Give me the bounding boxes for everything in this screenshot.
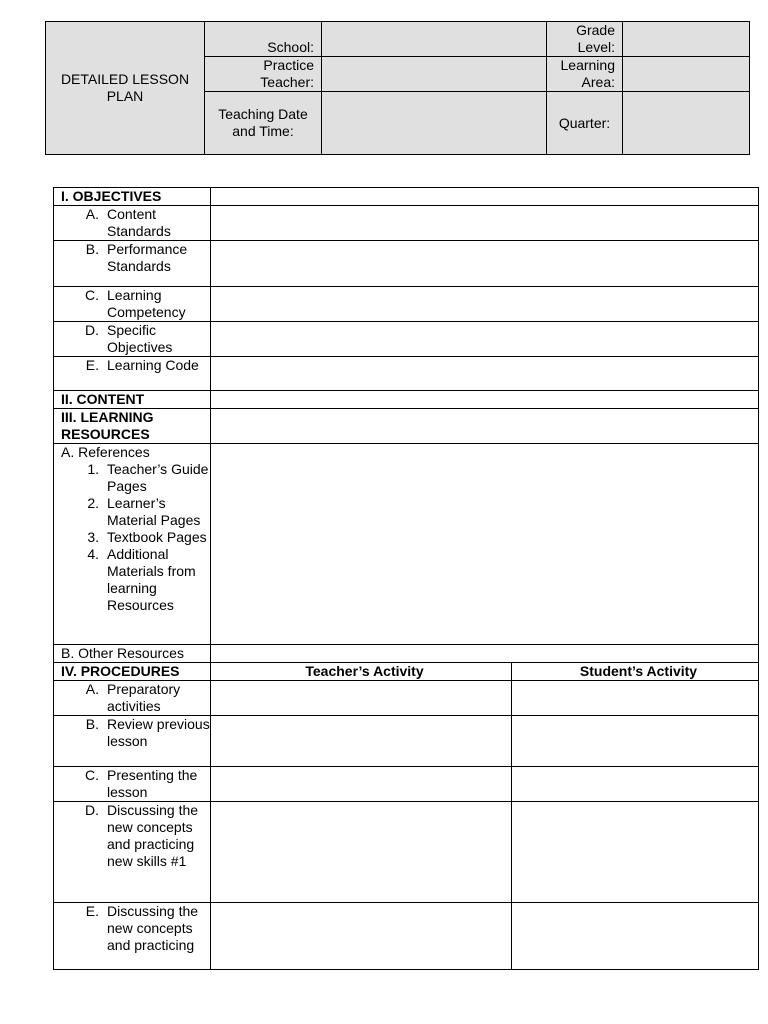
student-activity-cell[interactable] [512,903,759,970]
procedure-row: A. Preparatory activities [54,681,211,716]
teacher-activity-cell[interactable] [211,767,512,802]
teacher-activity-cell[interactable] [211,716,512,767]
teaching-date-label: Teaching Date and Time: [205,92,322,155]
other-resources-field[interactable] [211,645,759,663]
quarter-label: Quarter: [547,92,623,155]
performance-standards-field[interactable] [211,241,759,287]
specific-objectives-field[interactable] [211,322,759,357]
learning-competency-field[interactable] [211,287,759,322]
objective-row: A. Content Standards [54,206,211,241]
school-field[interactable] [322,22,547,57]
school-label: School: [205,22,322,57]
learning-area-field[interactable] [623,57,750,92]
reference-item: 2. Learner’s Material Pages [87,495,201,528]
references-label: A. References [61,444,150,460]
student-activity-cell[interactable] [512,681,759,716]
objective-row: B. Performance Standards [54,241,211,287]
grade-level-field[interactable] [623,22,750,57]
objective-row: E. Learning Code [54,357,211,391]
references-field[interactable] [211,444,759,645]
procedures-heading: IV. PROCEDURES [54,663,211,681]
teacher-activity-cell[interactable] [211,903,512,970]
quarter-field[interactable] [623,92,750,155]
lesson-plan-header [45,21,750,155]
references-cell [54,444,211,645]
reference-item: 1. Teacher’s Guide Pages [87,461,209,494]
other-resources-label: B. Other Resources [54,645,211,663]
procedure-row: E. Discussing the new concepts and practicing [54,903,211,970]
student-activity-header: Student’s Activity [512,663,759,681]
teaching-date-field[interactable] [322,92,547,155]
objectives-field[interactable] [211,188,759,206]
procedure-row: D. Discussing the new concepts and practicing new skills #1 [54,802,211,903]
reference-item: 4. Additional Materials from learning Resources [87,546,196,613]
practice-teacher-field[interactable] [322,57,547,92]
student-activity-cell[interactable] [512,802,759,903]
student-activity-cell[interactable] [512,716,759,767]
teacher-activity-header: Teacher’s Activity [211,663,512,681]
learning-area-label: Learning Area: [547,57,623,92]
document-title: DETAILED LESSON PLAN [46,22,205,155]
teacher-activity-cell[interactable] [211,681,512,716]
grade-level-label: Grade Level: [547,22,623,57]
content-standards-field[interactable] [211,206,759,241]
procedure-row: C. Presenting the lesson [54,767,211,802]
learning-resources-heading: III. LEARNING RESOURCES [54,409,211,444]
student-activity-cell[interactable] [512,767,759,802]
content-heading: II. CONTENT [54,391,211,409]
reference-item: 3. Textbook Pages [87,529,207,545]
procedure-row: B. Review previous lesson [54,716,211,767]
objectives-heading: I. OBJECTIVES [54,188,211,206]
learning-code-field[interactable] [211,357,759,391]
teacher-activity-cell[interactable] [211,802,512,903]
learning-resources-field[interactable] [211,409,759,444]
objective-row: C. Learning Competency [54,287,211,322]
objective-row: D. Specific Objectives [54,322,211,357]
practice-teacher-label: Practice Teacher: [205,57,322,92]
lesson-plan-table [53,187,759,970]
content-field[interactable] [211,391,759,409]
